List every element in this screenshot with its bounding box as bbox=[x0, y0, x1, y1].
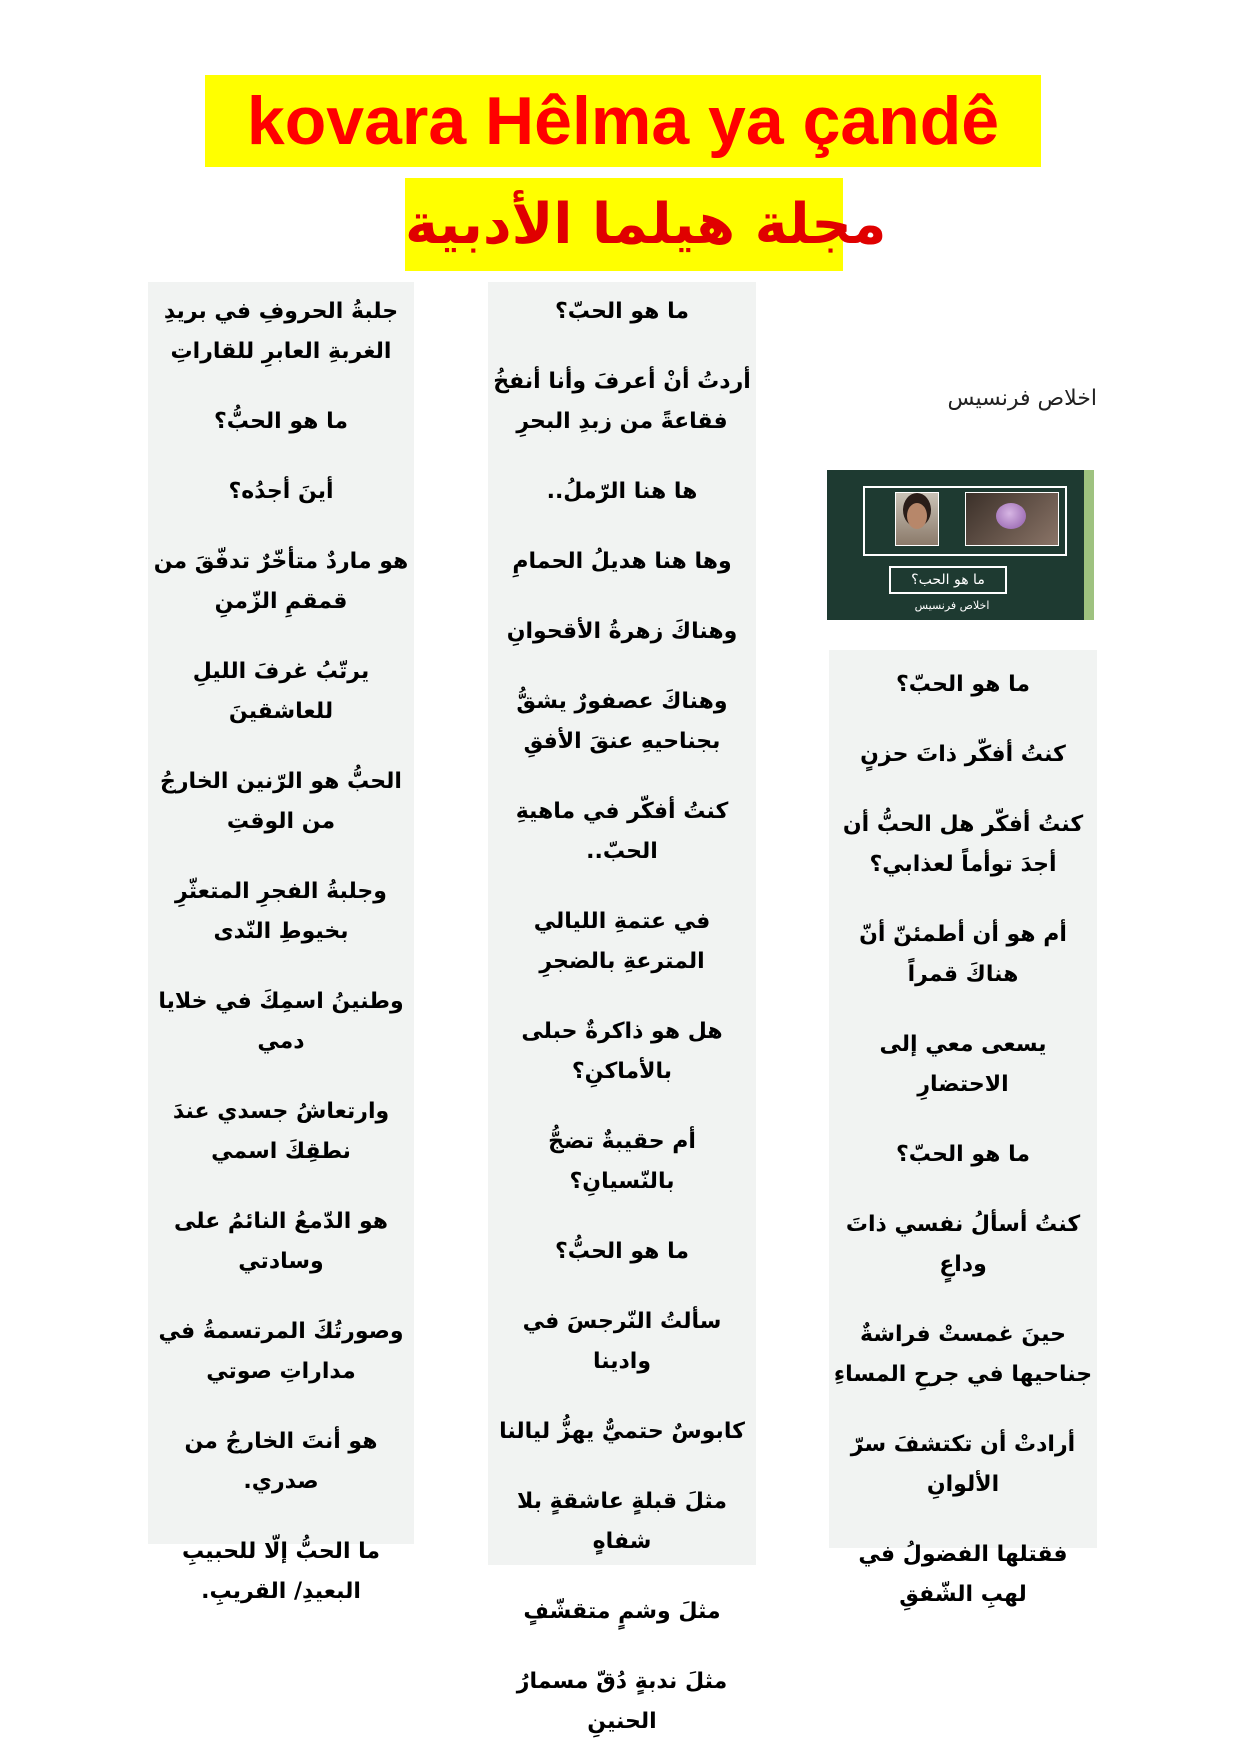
poem-line: أرادتْ أن تكتشفَ سرّ الألوانِ bbox=[850, 1432, 1076, 1497]
poem-line: هو أنتَ الخارجُ من صدري. bbox=[184, 1429, 378, 1494]
poem-line: ها هنا الرّملُ.. bbox=[546, 479, 698, 504]
poem-line: أينَ أجدُه؟ bbox=[228, 479, 334, 504]
poem-line: وهناكَ زهرةُ الأقحوانِ bbox=[506, 619, 738, 644]
poem-line: يرتّبُ غرفَ الليلِ للعاشقينَ bbox=[192, 659, 370, 724]
poem-column-middle bbox=[488, 282, 756, 1734]
poem-line: جلبةُ الحروفِ في بريدِ الغربةِ العابرِ للقاراتِ bbox=[163, 299, 399, 364]
poem-line: الحبُّ هو الرّنين الخارجُ من الوقتِ bbox=[160, 769, 402, 834]
poem-line: كنتُ أسألُ نفسي ذاتَ وداعٍ bbox=[845, 1212, 1081, 1277]
poem-line: ما هو الحبّ؟ bbox=[896, 1142, 1030, 1167]
cover-title: ما هو الحب؟ bbox=[889, 566, 1007, 594]
poem-line: يسعى معي إلى الاحتضارِ bbox=[879, 1032, 1047, 1097]
poem-line: هو الدّمعُ النائمُ على وسادتي bbox=[173, 1209, 388, 1274]
poem-column-right bbox=[829, 650, 1097, 1607]
poem-line: ما هو الحبّ؟ bbox=[896, 672, 1030, 697]
author-photo bbox=[895, 492, 939, 546]
poem-line: أم حقيبةٌ تضجُّ بالنّسيانِ؟ bbox=[548, 1129, 696, 1194]
poem-line: كنتُ أفكّر هل الحبُّ أن أجدَ توأماً لعذابي؟ bbox=[842, 812, 1084, 877]
magazine-title-arabic: مجلة هيلما الأدبية bbox=[405, 178, 843, 271]
poem-line: وها هنا هديلُ الحمامِ bbox=[512, 549, 732, 574]
poem-line: ما هو الحبُّ؟ bbox=[555, 1239, 689, 1264]
poem-line: كنتُ أفكّر ذاتَ حزنٍ bbox=[860, 742, 1066, 767]
poem-column-left bbox=[148, 282, 414, 1604]
poem-line: وهناكَ عصفورٌ يشقُّ بجناحيهِ عنقَ الأفقِ bbox=[516, 689, 728, 754]
poem-line: مثلَ قبلةٍ عاشقةٍ بلا شفاهٍ bbox=[517, 1489, 727, 1554]
poem-line: حينَ غمستْ فراشةٌ جناحيها في جرحِ المساءِ bbox=[833, 1322, 1093, 1387]
poem-line: فقتلها الفضولُ في لهبِ الشّفقِ bbox=[858, 1542, 1068, 1607]
magazine-title-latin: kovara Hêlma ya çandê bbox=[205, 75, 1041, 167]
poem-line: وطنينُ اسمِكَ في خلايا دمي bbox=[158, 989, 404, 1054]
cover-image bbox=[827, 470, 1094, 620]
poem-line: أم هو أن أطمئنّ أنّ هناكَ قمراً bbox=[859, 922, 1067, 987]
poem-line: كنتُ أفكّر في ماهيةِ الحبّ.. bbox=[515, 799, 729, 864]
poem-line: كابوسٌ حتميٌّ يهزُّ ليالنا bbox=[499, 1419, 745, 1444]
rose-photo bbox=[965, 492, 1059, 546]
poem-line: هل هو ذاكرةٌ حبلى بالأماكنِ؟ bbox=[521, 1019, 723, 1084]
poem-line: أردتُ أنْ أعرفَ وأنا أنفخُ فقاعةً من زبدِ البحرِ bbox=[493, 369, 751, 434]
poem-line: مثلَ وشمٍ متقشّفٍ bbox=[523, 1599, 721, 1624]
cover-author: اخلاص فرنسيس bbox=[914, 599, 990, 612]
poem-line: سألتُ النّرجسَ في وادينا bbox=[522, 1309, 722, 1374]
poem-line: وصورتُكَ المرتسمةُ في مداراتِ صوتي bbox=[158, 1319, 404, 1384]
poem-line: ما هو الحبُّ؟ bbox=[214, 409, 348, 434]
poem-line: هو ماردٌ متأخّرٌ تدفّقَ من قمقمِ الزّمنِ bbox=[153, 549, 409, 614]
poem-line: في عتمةِ الليالي المترعةِ بالضجرِ bbox=[533, 909, 711, 974]
poem-line: وجلبةُ الفجرِ المتعثّرِ بخيوطِ النّدى bbox=[175, 879, 387, 944]
poem-line: وارتعاشُ جسدي عندَ نطقِكَ اسمي bbox=[172, 1099, 390, 1164]
poem-line: ما الحبُّ إلّا للحبيبِ البعيدِ/ القريبِ. bbox=[181, 1539, 381, 1604]
poem-line: مثلَ ندبةٍ دُقّ مسمارُ الحنينِ bbox=[516, 1669, 728, 1734]
poem-line: ما هو الحبّ؟ bbox=[555, 299, 689, 324]
author-name: اخلاص فرنسيس bbox=[947, 386, 1097, 411]
